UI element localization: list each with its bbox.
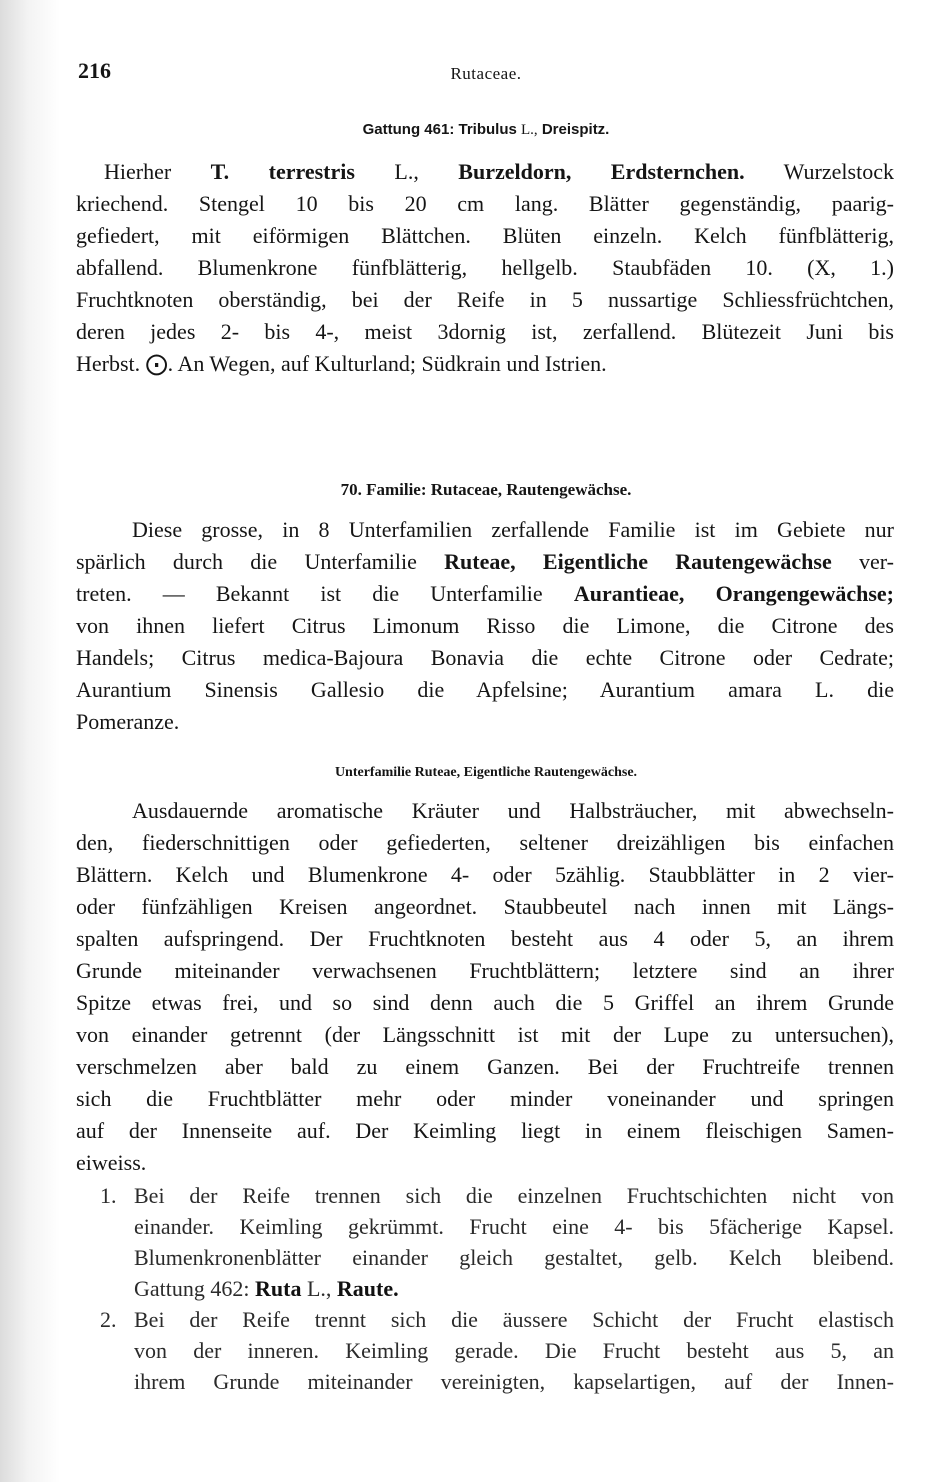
genus-line-6: deren jedes 2- bis 4-, meist 3dornig ist, zerfallend. Blütezeit Juni bis [76, 319, 894, 344]
family-70-description [76, 514, 894, 738]
family-line-2-pre: spärlich durch die Unterfamilie [76, 549, 445, 574]
subfamily-line-4: oder fünfzähligen Kreisen angeordnet. Staubbeutel nach innen mit Längs- [76, 894, 894, 919]
genus-461-description [76, 156, 894, 380]
genus-461-heading [78, 121, 894, 139]
species-name: T. terrestris [210, 159, 355, 184]
subfamily-line-6: Grunde miteinander verwachsenen Fruchtblättern; letztere sind an ihrer [76, 958, 894, 983]
subfamily-description [76, 795, 894, 1179]
subfamily-ruteae-name: Ruteae, Eigentliche Rautengewächse [444, 549, 832, 574]
genus-462-common-name: Raute. [336, 1276, 399, 1301]
subfamily-line-12: eiweiss. [76, 1150, 147, 1175]
key-item-1-line-2: einander. Keimling gekrümmt. Frucht eine 4- bis 5fächerige Kapsel. [134, 1214, 894, 1239]
family-line-5: Handels; Citrus medica-Bajoura Bonavia die echte Citrone oder Cedrate; [76, 645, 894, 670]
genus-heading-author: L., [521, 122, 538, 138]
key-item-2 [76, 1304, 894, 1397]
genus-line-2: kriechend. Stengel 10 bis 20 cm lang. Blätter gegenständig, paarig- [76, 191, 894, 216]
genus-line-1-e: Wurzelstock [744, 159, 894, 184]
subfamily-line-3: Blättern. Kelch und Blumenkrone 4- oder 5zählig. Staubblätter in 2 vier- [76, 862, 894, 887]
genus-line-3: gefiedert, mit eiförmigen Blättchen. Blüten einzeln. Kelch fünfblätterig, [76, 223, 894, 248]
identification-key [76, 1180, 894, 1397]
genus-line-1 [76, 156, 894, 188]
key-item-1-line-1: Bei der Reife trennen sich die einzelnen Fruchtschichten nicht von [134, 1183, 894, 1208]
common-name: Burzeldorn, Erdsternchen. [458, 159, 745, 184]
key-item-1-line-4 [134, 1273, 894, 1304]
subfamily-aurantieae-name: Aurantieae, Orangengewächse; [573, 581, 894, 606]
subfamily-line-1 [76, 795, 894, 827]
key-item-1-number: 1. [100, 1183, 117, 1208]
key-item-2-line-2: von der inneren. Keimling gerade. Die Frucht besteht aus 5, an [134, 1338, 894, 1363]
subfamily-line-2: den, fiederschnittigen oder gefiederten, seltener dreizähligen bis einfachen [76, 830, 894, 855]
key-item-1-line-3: Blumenkronenblätter einander gleich gestaltet, gelb. Kelch bleibend. [134, 1245, 894, 1270]
genus-462-prefix: Gattung 462: [134, 1276, 255, 1301]
family-line-3 [76, 578, 894, 610]
genus-heading-suffix: Dreispitz. [537, 121, 610, 138]
subfamily-heading: Unterfamilie Ruteae, Eigentliche Rautengewächse. [334, 765, 638, 780]
subfamily-line-9: verschmelzen aber bald zu einem Ganzen. Bei der Fruchtreife trennen [76, 1054, 894, 1079]
subfamily-line-11: auf der Innenseite auf. Der Keimling liegt in einem fleischigen Samen- [76, 1118, 894, 1143]
genus-line-4: abfallend. Blumenkrone fünfblätterig, hellgelb. Staubfäden 10. (X, 1.) [76, 255, 894, 280]
key-item-2-number: 2. [100, 1307, 117, 1332]
family-line-1 [76, 514, 894, 546]
family-line-7: Pomeranze. [76, 709, 180, 734]
subfamily-line-5: spalten aufspringend. Der Fruchtknoten besteht aus 4 oder 5, an ihrem [76, 926, 894, 951]
genus-line-1-c: L., [354, 159, 459, 184]
genus-462-name: Ruta [255, 1276, 302, 1301]
key-item-2-line-3: ihrem Grunde miteinander vereinigten, kapselartigen, auf der Innen- [134, 1369, 894, 1394]
running-head: Rutaceae. [450, 64, 522, 83]
subfamily-line-7: Spitze etwas frei, und so sind denn auch die 5 Griffel an ihrem Grunde [76, 990, 894, 1015]
family-line-2-post: ver- [831, 549, 894, 574]
key-item-2-line-1: Bei der Reife trennt sich die äussere Schicht der Frucht elastisch [134, 1307, 894, 1332]
genus-line-1-a: Hierher [104, 159, 211, 184]
genus-462-author: L., [301, 1276, 337, 1301]
subfamily-line-1-text: Ausdauernde aromatische Kräuter und Halbsträucher, mit abwechseln- [132, 798, 894, 823]
page-header [78, 58, 894, 88]
family-70-heading: 70. Familie: Rutaceae, Rautengewächse. [340, 480, 632, 499]
family-line-3-pre: treten. — Bekannt ist die Unterfamilie [76, 581, 574, 606]
genus-line-7: Herbst. ⨀. An Wegen, auf Kulturland; Südkrain und Istrien. [76, 351, 607, 376]
family-line-6: Aurantium Sinensis Gallesio die Apfelsine; Aurantium amara L. die [76, 677, 894, 702]
genus-heading-prefix: Gattung 461: Tribulus [362, 121, 521, 138]
key-item-1 [76, 1180, 894, 1304]
family-line-4: von ihnen liefert Citrus Limonum Risso die Limone, die Citrone des [76, 613, 894, 638]
genus-line-5: Fruchtknoten oberständig, bei der Reife in 5 nussartige Schliessfrüchtchen, [76, 287, 894, 312]
family-line-1-text: Diese grosse, in 8 Unterfamilien zerfallende Familie ist im Gebiete nur [132, 517, 894, 542]
family-line-2 [76, 546, 894, 578]
subfamily-line-8: von einander getrennt (der Längsschnitt ist mit der Lupe zu untersuchen), [76, 1022, 894, 1047]
page-number: 216 [78, 58, 111, 83]
subfamily-line-10: sich die Fruchtblätter mehr oder minder voneinander und springen [76, 1086, 894, 1111]
